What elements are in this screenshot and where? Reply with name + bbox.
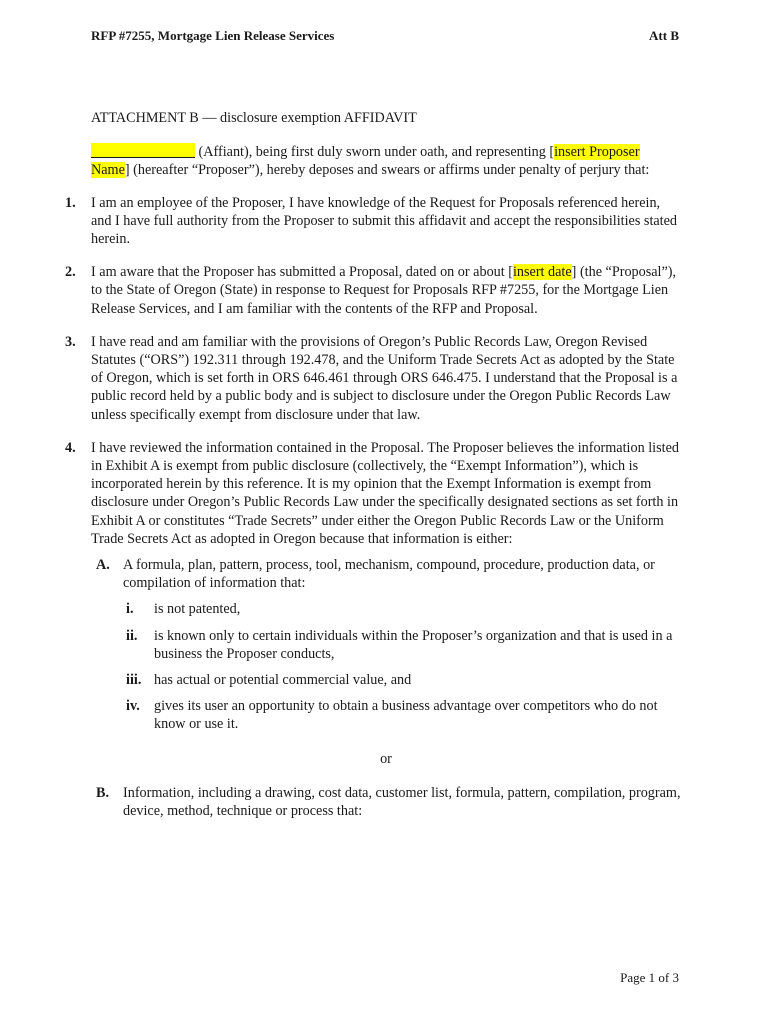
list-item-text: I have read and am familiar with the provisions of Oregon’s Public Records Law, Oregon Revised Statutes (“ORS”) 192.311 through 192.478, and the Uniform Trade Secrets Act as adopted by the State of Oregon, which is set forth in ORS 646.461 through ORS 646.475. I understand that the Proposal is a public record held by a public body and is subject to disclosure under the Oregon Public Records Law unless specifically exempt from disclosure under that law. bbox=[91, 333, 678, 423]
list-number: 4. bbox=[65, 439, 76, 456]
roman-numeral: iv. bbox=[126, 698, 140, 715]
list-number: 2. bbox=[65, 264, 76, 281]
list-item-2 bbox=[65, 263, 681, 318]
roman-item-i bbox=[126, 600, 681, 618]
list-item-text-before: I am aware that the Proposer has submitted a Proposal, dated on or about [ bbox=[91, 264, 513, 281]
roman-numeral: ii. bbox=[126, 627, 138, 644]
list-number: 1. bbox=[65, 194, 76, 211]
sub-item-letter: A. bbox=[96, 557, 110, 574]
roman-item-iii bbox=[126, 671, 681, 689]
list-number: 3. bbox=[65, 333, 76, 350]
sub-item-text: Information, including a drawing, cost data, customer list, formula, pattern, compilation, program, device, method, technique or process that: bbox=[123, 784, 681, 820]
list-item-text-after: ] (the “Proposal”), to the State of Oregon (State) in response to Request for Proposals RFP #7255, for the Mortgage Lien Release Services, and I am familiar with the contents of the RFP and Proposal. bbox=[91, 264, 677, 317]
intro-rest-text: ] (hereafter “Proposer”), hereby deposes and swears or affirms under penalty of perjury that: bbox=[124, 162, 650, 179]
roman-numeral: i. bbox=[126, 601, 134, 618]
roman-item-text: is known only to certain individuals within the Proposer’s organization and that is used in a business the Proposer conducts, bbox=[154, 627, 673, 662]
sub-item-letter: B. bbox=[96, 784, 110, 801]
list-item-3 bbox=[65, 333, 681, 424]
document-body bbox=[65, 109, 681, 828]
sub-item-a bbox=[96, 556, 681, 592]
roman-numeral: iii. bbox=[126, 672, 142, 689]
roman-item-ii bbox=[126, 627, 681, 663]
roman-item-text: has actual or potential commercial value, and bbox=[154, 672, 412, 689]
list-item-text: I am an employee of the Proposer, I have knowledge of the Request for Proposals referenced herein, and I have full authority from the Proposer to submit this affidavit and accept the responsibilities stated herein. bbox=[91, 194, 678, 248]
list-item-4 bbox=[65, 439, 681, 820]
list-item-text: I have reviewed the information contained in the Proposal. The Proposer believes the information listed in Exhibit A is exempt from public disclosure (collectively, the “Exempt Information”), which is incorporated herein by this reference. It is my opinion that the Exempt Information is exempt from disclosure under Oregon’s Public Records Law under the specifically designated sections as set forth in Exhibit A or constitutes “Trade Secrets” under either the Oregon Public Records Law or the Uniform Trade Secrets Act as adopted in Oregon because that information is either: bbox=[91, 439, 679, 547]
document-title: ATTACHMENT B — disclosure exemption AFFIDAVIT bbox=[91, 110, 417, 126]
proposer-name-placeholder[interactable]: insert Proposer Name bbox=[91, 144, 640, 179]
affiant-name-blank[interactable] bbox=[91, 143, 195, 158]
header-attachment-label: Att B bbox=[649, 28, 679, 43]
roman-item-text: is not patented, bbox=[154, 601, 241, 618]
sub-item-b bbox=[96, 784, 681, 820]
page-number: Page 1 of 3 bbox=[620, 970, 679, 985]
roman-item-text: gives its user an opportunity to obtain a business advantage over competitors who do not know or use it. bbox=[154, 698, 658, 733]
list-item-1 bbox=[65, 194, 681, 249]
date-placeholder[interactable]: insert date bbox=[512, 264, 572, 281]
roman-item-iv bbox=[126, 697, 681, 733]
sub-item-text: A formula, plan, pattern, process, tool, mechanism, compound, procedure, production data, or compilation of information that: bbox=[123, 557, 655, 592]
intro-affiant-text: (Affiant), being first duly sworn under oath, and representing [ bbox=[198, 144, 555, 161]
intro-paragraph bbox=[91, 143, 681, 179]
header-rfp-title: RFP #7255, Mortgage Lien Release Services bbox=[91, 28, 335, 43]
or-separator: or bbox=[380, 750, 392, 767]
